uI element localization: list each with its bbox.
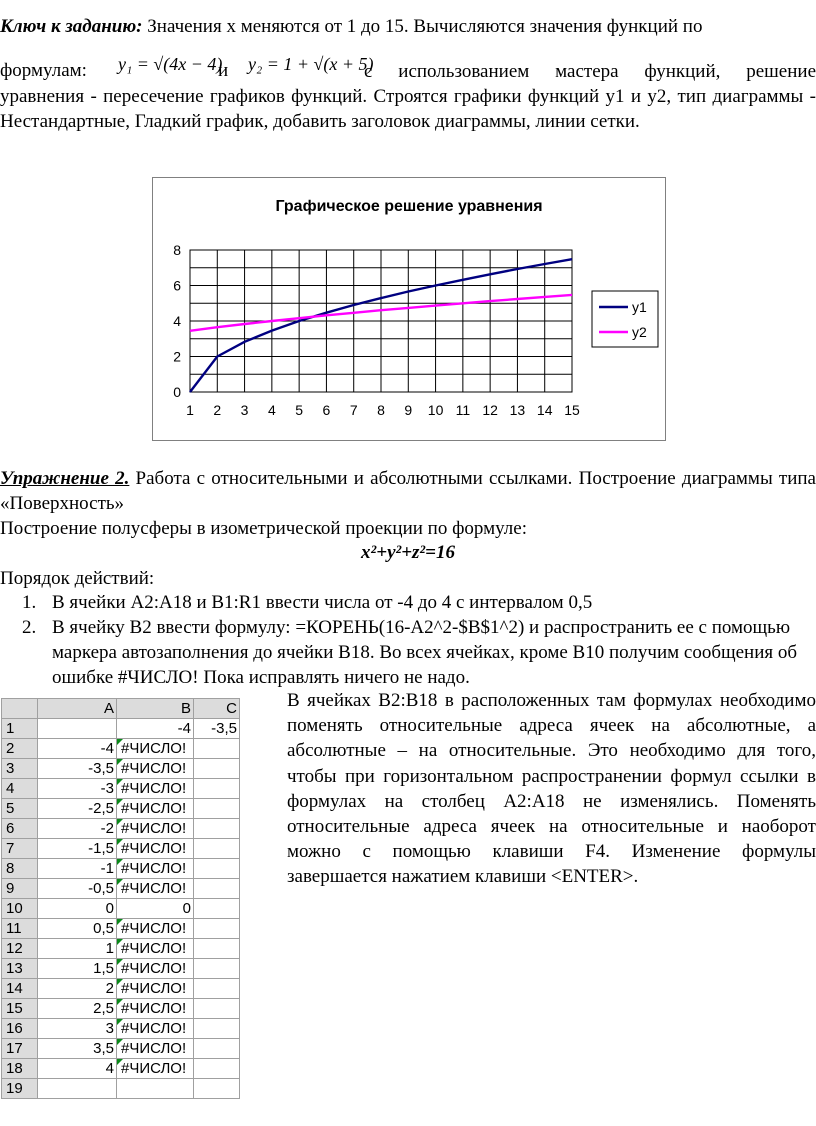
x-tick-label: 1 <box>186 402 194 418</box>
table-row <box>2 1079 240 1099</box>
cell-c[interactable] <box>194 979 240 999</box>
cell-c[interactable] <box>194 1079 240 1099</box>
x-tick-label: 15 <box>564 402 580 418</box>
cell-c[interactable] <box>194 999 240 1019</box>
table-row <box>2 939 240 959</box>
error-indicator-icon <box>117 1039 123 1045</box>
cell-b[interactable]: #ЧИСЛО! <box>117 739 194 759</box>
side-text: В ячейках B2:B18 в расположенных там формулах необходимо поменять относительные адреса ячеек на абсолютные, а абсолютные – на относительные. Это необходимо для того, чтобы при горизонтальном распространении формул ссылки в формулах на столбец A2:A18 не изменялись. Поменять относительные адреса ячеек на относительные и наоборот можно с помощью клавиши F4. Изменение формулы завершается нажатием клавиши <ENTER>. <box>287 690 816 888</box>
cell-a[interactable]: -3 <box>38 779 117 799</box>
cell-b[interactable]: #ЧИСЛО! <box>117 819 194 839</box>
cell-c[interactable] <box>194 779 240 799</box>
table-row <box>2 1019 240 1039</box>
x-tick-label: 11 <box>455 402 471 418</box>
equation: x²+y²+z²=16 <box>361 542 455 563</box>
col-header-c[interactable]: C <box>194 699 240 719</box>
y-tick-label: 4 <box>173 313 181 329</box>
x-tick-label: 2 <box>213 402 222 418</box>
table-row <box>2 799 240 819</box>
row-header[interactable]: 13 <box>2 959 38 979</box>
x-tick-labels <box>186 402 580 418</box>
exercise-heading <box>0 466 816 516</box>
chart-title: Графическое решение уравнения <box>275 198 543 215</box>
legend-box <box>592 291 658 347</box>
table-row <box>2 739 240 759</box>
row-header[interactable]: 11 <box>2 919 38 939</box>
row-header[interactable]: 18 <box>2 1059 38 1079</box>
cell-a[interactable]: 0,5 <box>38 919 117 939</box>
row-header[interactable]: 2 <box>2 739 38 759</box>
cell-b[interactable]: 0 <box>117 899 194 919</box>
intro-rest: с использованием мастера функций, решение уравнения - пересечение графиков функций. Строятся графики функций y1 и y2, тип диаграммы - Нестандартные, Гладкий график, добавить заголовок диаграммы, линии сетки. <box>0 61 816 132</box>
row-header[interactable]: 15 <box>2 999 38 1019</box>
x-tick-label: 10 <box>427 402 444 418</box>
table-row <box>2 779 240 799</box>
exercise-label: Упражнение 2. <box>0 468 130 489</box>
cell-a[interactable]: 1 <box>38 939 117 959</box>
formulas-prefix: формулам: <box>0 60 87 81</box>
row-header[interactable]: 14 <box>2 979 38 999</box>
x-tick-label: 14 <box>536 402 553 418</box>
row-header[interactable]: 17 <box>2 1039 38 1059</box>
table-row <box>2 819 240 839</box>
table-row <box>2 959 240 979</box>
error-indicator-icon <box>117 1019 123 1025</box>
row-header[interactable]: 1 <box>2 719 38 739</box>
cell-b[interactable]: -4 <box>117 719 194 739</box>
cell-b[interactable]: #ЧИСЛО! <box>117 879 194 899</box>
steps-title: Порядок действий: <box>0 568 155 589</box>
cell-a[interactable]: 4 <box>38 1059 117 1079</box>
cell-c[interactable] <box>194 819 240 839</box>
table-row <box>2 719 240 739</box>
formulas-and: и <box>218 60 229 81</box>
intro-line1-text: Значения x меняются от 1 до 15. Вычисляются значения функций по <box>142 16 703 37</box>
exercise-text: Работа с относительными и абсолютными ссылками. Построение диаграммы типа «Поверхность» <box>0 468 816 514</box>
corner-cell[interactable] <box>2 699 38 719</box>
intro-line1 <box>0 14 816 39</box>
cell-c[interactable] <box>194 759 240 779</box>
cell-a[interactable]: -1,5 <box>38 839 117 859</box>
row-header[interactable]: 8 <box>2 859 38 879</box>
cell-c[interactable] <box>194 859 240 879</box>
table-row <box>2 979 240 999</box>
table-row <box>2 859 240 879</box>
table-row <box>2 879 240 899</box>
exercise-subtitle: Построение полусферы в изометрической проекции по формуле: <box>0 518 527 539</box>
cell-a[interactable]: 1,5 <box>38 959 117 979</box>
cell-c[interactable] <box>194 879 240 899</box>
error-indicator-icon <box>117 879 123 885</box>
row-header[interactable]: 19 <box>2 1079 38 1099</box>
steps-list <box>0 590 800 690</box>
cell-a[interactable]: -1 <box>38 859 117 879</box>
error-indicator-icon <box>117 979 123 985</box>
error-indicator-icon <box>117 1059 123 1065</box>
cell-b[interactable]: #ЧИСЛО! <box>117 979 194 999</box>
cell-c[interactable] <box>194 739 240 759</box>
error-indicator-icon <box>117 779 123 785</box>
spreadsheet <box>1 698 240 1099</box>
cell-b[interactable]: #ЧИСЛО! <box>117 939 194 959</box>
error-indicator-icon <box>117 759 123 765</box>
row-header[interactable]: 4 <box>2 779 38 799</box>
x-tick-label: 13 <box>509 402 526 418</box>
cell-c[interactable] <box>194 839 240 859</box>
col-header-a[interactable]: A <box>38 699 117 719</box>
cell-c[interactable]: -3,5 <box>194 719 240 739</box>
row-header[interactable]: 12 <box>2 939 38 959</box>
row-header[interactable]: 7 <box>2 839 38 859</box>
cell-b[interactable] <box>117 1079 194 1099</box>
cell-b[interactable]: #ЧИСЛО! <box>117 1059 194 1079</box>
step-1 <box>0 590 800 615</box>
table-row <box>2 839 240 859</box>
cell-b[interactable]: #ЧИСЛО! <box>117 759 194 779</box>
cell-c[interactable] <box>194 1019 240 1039</box>
y-tick-label: 8 <box>173 242 181 258</box>
row-header[interactable]: 3 <box>2 759 38 779</box>
table-row <box>2 1059 240 1079</box>
row-header[interactable]: 16 <box>2 1019 38 1039</box>
cell-b[interactable]: #ЧИСЛО! <box>117 839 194 859</box>
row-header[interactable]: 9 <box>2 879 38 899</box>
header-row <box>2 699 240 719</box>
y2-formula: y₂ = 1 + √(x + 5) <box>248 54 374 74</box>
cell-a[interactable] <box>38 719 117 739</box>
cell-a[interactable]: 2,5 <box>38 999 117 1019</box>
error-indicator-icon <box>117 859 123 865</box>
row-header[interactable]: 5 <box>2 799 38 819</box>
cell-c[interactable] <box>194 959 240 979</box>
y1-formula: y₁ = √(4x − 4) <box>118 54 223 74</box>
legend <box>592 291 658 347</box>
cell-c[interactable] <box>194 919 240 939</box>
cell-a[interactable]: -2,5 <box>38 799 117 819</box>
x-tick-label: 6 <box>322 402 331 418</box>
x-tick-label: 8 <box>377 402 385 418</box>
error-indicator-icon <box>117 739 123 745</box>
cell-a[interactable]: -0,5 <box>38 879 117 899</box>
cell-c[interactable] <box>194 799 240 819</box>
table-row <box>2 759 240 779</box>
table-row <box>2 899 240 919</box>
y-tick-label: 0 <box>173 384 181 400</box>
x-tick-label: 12 <box>482 402 498 418</box>
error-indicator-icon <box>117 919 123 925</box>
cell-b[interactable]: #ЧИСЛО! <box>117 1019 194 1039</box>
error-indicator-icon <box>117 839 123 845</box>
legend-label-y2: y2 <box>632 324 647 340</box>
step-2-num: 2. <box>22 617 37 638</box>
cell-a[interactable]: 0 <box>38 899 117 919</box>
step-1-num: 1. <box>22 592 37 613</box>
intro-label: Ключ к заданию: <box>0 16 143 37</box>
table-row <box>2 999 240 1019</box>
table-row <box>2 1039 240 1059</box>
cell-a[interactable]: -3,5 <box>38 759 117 779</box>
cell-b[interactable]: #ЧИСЛО! <box>117 779 194 799</box>
cell-b[interactable]: #ЧИСЛО! <box>117 999 194 1019</box>
legend-label-y1: y1 <box>632 299 647 315</box>
error-indicator-icon <box>117 819 123 825</box>
col-header-b[interactable]: B <box>117 699 194 719</box>
cell-a[interactable]: -4 <box>38 739 117 759</box>
cell-b[interactable]: #ЧИСЛО! <box>117 1039 194 1059</box>
error-indicator-icon <box>117 959 123 965</box>
step-2 <box>0 615 800 690</box>
cell-a[interactable]: 3 <box>38 1019 117 1039</box>
x-tick-label: 4 <box>267 402 276 418</box>
error-indicator-icon <box>117 999 123 1005</box>
cell-a[interactable]: 3,5 <box>38 1039 117 1059</box>
cell-a[interactable]: 2 <box>38 979 117 999</box>
cell-b[interactable]: #ЧИСЛО! <box>117 959 194 979</box>
y-tick-label: 2 <box>173 348 181 365</box>
cell-b[interactable]: #ЧИСЛО! <box>117 799 194 819</box>
x-tick-label: 3 <box>240 402 249 418</box>
line-chart <box>152 177 666 441</box>
error-indicator-icon <box>117 799 123 805</box>
cell-a[interactable] <box>38 1079 117 1099</box>
cell-b[interactable]: #ЧИСЛО! <box>117 859 194 879</box>
cell-b[interactable]: #ЧИСЛО! <box>117 919 194 939</box>
cell-c[interactable] <box>194 899 240 919</box>
cell-c[interactable] <box>194 939 240 959</box>
table-row <box>2 919 240 939</box>
x-tick-label: 7 <box>349 402 358 418</box>
cell-a[interactable]: -2 <box>38 819 117 839</box>
y-tick-label: 6 <box>173 277 181 294</box>
step-2-text: В ячейку B2 ввести формулу: =КОРЕНЬ(16-A2^2-$B$1^2) и распространить ее с помощью маркера автозаполнения до ячейки B18. Во всех ячейках, кроме B10 получим сообщения об ошибке #ЧИСЛО! Пока исправлять ничего не надо. <box>52 617 798 688</box>
row-header[interactable]: 6 <box>2 819 38 839</box>
error-indicator-icon <box>117 939 123 945</box>
x-tick-label: 9 <box>404 402 413 418</box>
cell-c[interactable] <box>194 1039 240 1059</box>
step-1-text: В ячейки A2:A18 и B1:R1 ввести числа от -4 до 4 с интервалом 0,5 <box>52 592 593 613</box>
cell-c[interactable] <box>194 1059 240 1079</box>
x-tick-label: 5 <box>295 402 304 418</box>
row-header[interactable]: 10 <box>2 899 38 919</box>
